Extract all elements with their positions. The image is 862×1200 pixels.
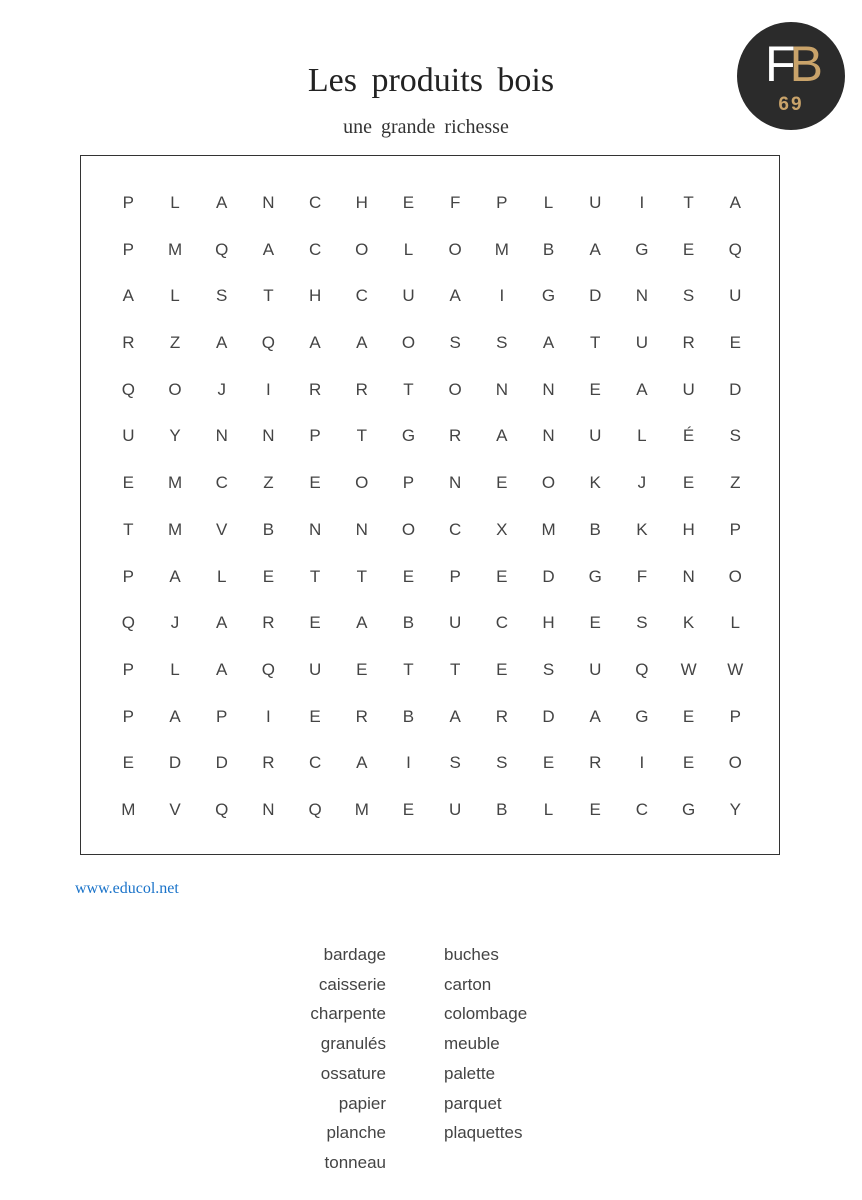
grid-cell: P [729,706,741,726]
logo-letter-f: F [765,36,790,92]
grid-cell: G [681,799,696,819]
grid-cell: S [216,286,228,306]
grid-cell: L [730,613,741,633]
grid-cell: U [449,613,462,633]
grid-cell: C [495,613,508,633]
grid-cell: M [167,519,183,539]
grid-cell: N [262,426,275,446]
grid-cell: S [682,286,695,306]
grid-cell: E [496,566,508,586]
grid-cell: A [356,753,368,773]
grid-cell: W [727,659,744,679]
word-list-item: colombage [444,1004,528,1024]
grid-cell: T [356,566,367,586]
grid-cell: U [589,193,602,212]
grid-cell: L [543,193,554,212]
grid-cell: E [309,613,321,633]
grid-cell: P [402,473,415,493]
grid-cell: H [355,193,368,212]
word-list-item: meuble [444,1034,500,1054]
grid-cell: P [122,193,135,212]
grid-cell: Z [263,473,274,493]
grid-cell: A [449,286,461,306]
grid-cell: E [262,566,275,586]
grid-cell: R [495,706,508,726]
grid-cell: D [589,286,602,306]
grid-cell: V [216,519,228,539]
grid-cell: P [449,566,461,586]
logo-letter-b: B [789,36,817,92]
grid-cell: L [216,566,227,586]
grid-cell: Q [261,659,276,679]
grid-cell: E [356,659,368,679]
grid-cell: U [122,426,135,446]
grid-cell: Q [728,239,742,259]
grid-cell: E [682,753,695,773]
grid-cell: S [449,753,461,773]
grid-cell: I [639,193,645,212]
word-list-item: palette [444,1063,496,1083]
grid-cell: O [168,379,182,399]
word-list-item: planche [326,1123,386,1143]
grid-cell: P [122,239,135,259]
word-list-item: tonneau [324,1152,386,1172]
grid-cell: N [635,286,649,306]
grid-cell: D [542,566,555,586]
grid-cell: L [170,286,180,306]
grid-cell: Y [169,426,181,446]
grid-cell: E [309,706,321,726]
grid-cell: E [122,753,135,773]
grid-cell: Z [730,473,741,493]
grid-cell: N [308,519,322,539]
logo-letters [737,36,845,92]
grid-cell: B [496,799,508,819]
grid-cell: E [682,706,695,726]
grid-cell: E [589,799,601,819]
word-list-item: caisserie [318,974,386,994]
grid-cell: A [216,333,228,353]
grid-cell: I [266,379,271,399]
grid-cell: C [308,753,322,773]
grid-cell: L [543,799,554,819]
word-search-grid-frame [80,155,780,855]
grid-cell: E [496,473,508,493]
grid-cell: J [217,379,226,399]
grid-cell: L [170,659,180,679]
grid-cell: E [589,379,601,399]
grid-cell: T [309,566,321,586]
grid-cell: T [683,193,694,212]
grid-cell: H [308,286,322,306]
grid-cell: A [216,613,228,633]
grid-cell: O [401,519,416,539]
grid-cell: I [266,706,271,726]
grid-cell: A [169,566,181,586]
logo-number: 69 [778,94,804,115]
grid-cell: C [308,193,322,212]
word-list-item: buches [444,945,499,964]
grid-cell: A [729,193,741,212]
grid-cell: Q [308,799,322,819]
grid-cell: E [729,333,741,353]
grid-cell: N [449,473,462,493]
grid-cell: A [449,706,461,726]
grid-cell: N [262,193,275,212]
grid-cell: Q [215,799,229,819]
grid-cell: A [309,333,321,353]
grid-cell: F [449,193,461,212]
grid-cell: O [355,239,369,259]
grid-cell: O [448,239,462,259]
fb69-logo [737,22,845,130]
grid-cell: O [728,753,742,773]
grid-cell: E [402,193,415,212]
grid-cell: C [308,239,322,259]
page-subtitle: une grande richesse [343,116,509,138]
page-title: Les produits bois [307,62,555,99]
grid-cell: B [402,706,415,726]
grid-cell: Z [169,333,181,353]
grid-cell: P [122,706,135,726]
word-list-left-column [286,940,386,1178]
grid-cell: D [215,753,228,773]
grid-cell: T [263,286,274,306]
grid-cell: E [122,473,135,493]
word-list-item: carton [444,974,492,994]
grid-cell: R [262,613,275,633]
word-list-item: parquet [444,1093,502,1113]
grid-cell: P [496,193,508,212]
grid-cell: D [729,379,742,399]
grid-cell: N [215,426,228,446]
grid-cell: A [216,659,228,679]
grid-cell: M [167,239,183,259]
grid-cell: N [495,379,508,399]
grid-cell: U [682,379,695,399]
grid-cell: E [589,613,601,633]
grid-cell: A [262,239,275,259]
grid-cell: I [639,753,645,773]
grid-cell: G [401,426,416,446]
grid-cell: P [122,659,135,679]
grid-cell: R [355,379,368,399]
grid-cell: R [262,753,275,773]
grid-cell: A [542,333,555,353]
grid-cell: S [636,613,648,633]
grid-cell: Q [635,659,649,679]
grid-cell: U [729,286,742,306]
grid-cell: E [682,239,695,259]
grid-cell: I [499,286,505,306]
grid-cell: A [216,193,228,212]
grid-cell: U [449,799,462,819]
grid-cell: J [170,613,180,633]
grid-cell: T [356,426,367,446]
grid-cell: C [449,519,462,539]
grid-cell: O [448,379,462,399]
grid-cell: B [402,613,415,633]
grid-cell: U [589,659,602,679]
grid-cell: G [588,566,602,586]
grid-cell: O [541,473,556,493]
grid-cell: R [682,333,695,353]
word-list-item: ossature [320,1063,386,1083]
grid-cell: Y [729,799,741,819]
grid-cell: R [449,426,462,446]
grid-cell: M [167,473,183,493]
grid-cell: F [636,566,648,586]
grid-cell: N [682,566,695,586]
grid-cell: W [680,659,697,679]
grid-cell: O [728,566,742,586]
word-list-right-column [444,940,594,1148]
grid-cell: K [589,473,601,493]
grid-cell: V [169,799,181,819]
grid-cell: M [121,799,136,819]
grid-cell: K [636,519,648,539]
grid-cell: S [729,426,741,446]
grid-cell: U [308,659,322,679]
grid-cell: R [355,706,368,726]
grid-cell: L [403,239,414,259]
grid-cell: D [542,706,555,726]
grid-cell: P [309,426,321,446]
word-search-grid [105,180,759,834]
grid-cell: J [637,473,647,493]
grid-cell: S [542,659,555,679]
grid-cell: N [262,799,275,819]
grid-cell: S [449,333,461,353]
grid-cell: C [355,286,368,306]
grid-cell: É [682,426,695,446]
grid-cell: A [356,613,368,633]
grid-cell: T [403,659,414,679]
educol-link[interactable]: www.educol.net [75,880,179,897]
grid-cell: N [542,379,555,399]
grid-cell: M [354,799,369,819]
word-list-item: granulés [320,1034,386,1054]
grid-cell: M [494,239,509,259]
grid-cell: A [356,333,368,353]
grid-cell: E [402,799,415,819]
grid-cell: R [308,379,322,399]
grid-cell: H [682,519,695,539]
word-list-item: charpente [310,1004,386,1024]
grid-cell: L [637,426,647,446]
grid-cell: A [169,706,181,726]
grid-cell: H [542,613,555,633]
grid-cell: I [406,753,411,773]
grid-cell: E [542,753,555,773]
grid-cell: O [355,473,369,493]
grid-cell: A [496,426,508,446]
word-list-item: bardage [323,945,386,964]
grid-cell: E [309,473,321,493]
grid-cell: Q [215,239,229,259]
grid-cell: T [403,379,414,399]
grid-cell: L [170,193,180,212]
grid-cell: X [496,519,508,539]
grid-cell: P [122,566,135,586]
grid-cell: E [496,659,508,679]
grid-cell: G [635,239,649,259]
word-list-item: plaquettes [444,1123,523,1143]
grid-cell: P [216,706,228,726]
grid-cell: A [122,286,135,306]
grid-cell: E [402,566,415,586]
word-list-item: papier [338,1093,386,1113]
grid-cell: T [590,333,601,353]
grid-cell: Q [261,333,276,353]
grid-cell: E [682,473,695,493]
grid-cell: R [589,753,602,773]
grid-cell: A [589,239,601,259]
grid-cell: B [589,519,601,539]
grid-cell: P [729,519,741,539]
grid-cell: K [682,613,695,633]
grid-cell: C [215,473,228,493]
grid-cell: T [123,519,134,539]
grid-cell: U [402,286,415,306]
grid-cell: Q [121,613,135,633]
grid-cell: C [635,799,649,819]
grid-cell: U [589,426,602,446]
grid-cell: B [262,519,275,539]
grid-cell: U [635,333,649,353]
grid-cell: S [496,753,508,773]
grid-cell: N [542,426,555,446]
grid-cell: B [542,239,555,259]
grid-cell: N [355,519,368,539]
grid-cell: G [541,286,556,306]
grid-cell: S [496,333,508,353]
grid-cell: O [401,333,416,353]
grid-cell: D [168,753,182,773]
grid-cell: G [635,706,649,726]
grid-cell: T [449,659,461,679]
grid-cell: R [122,333,135,353]
grid-cell: A [589,706,601,726]
grid-cell: A [636,379,648,399]
grid-cell: M [541,519,556,539]
grid-cell: Q [121,379,135,399]
